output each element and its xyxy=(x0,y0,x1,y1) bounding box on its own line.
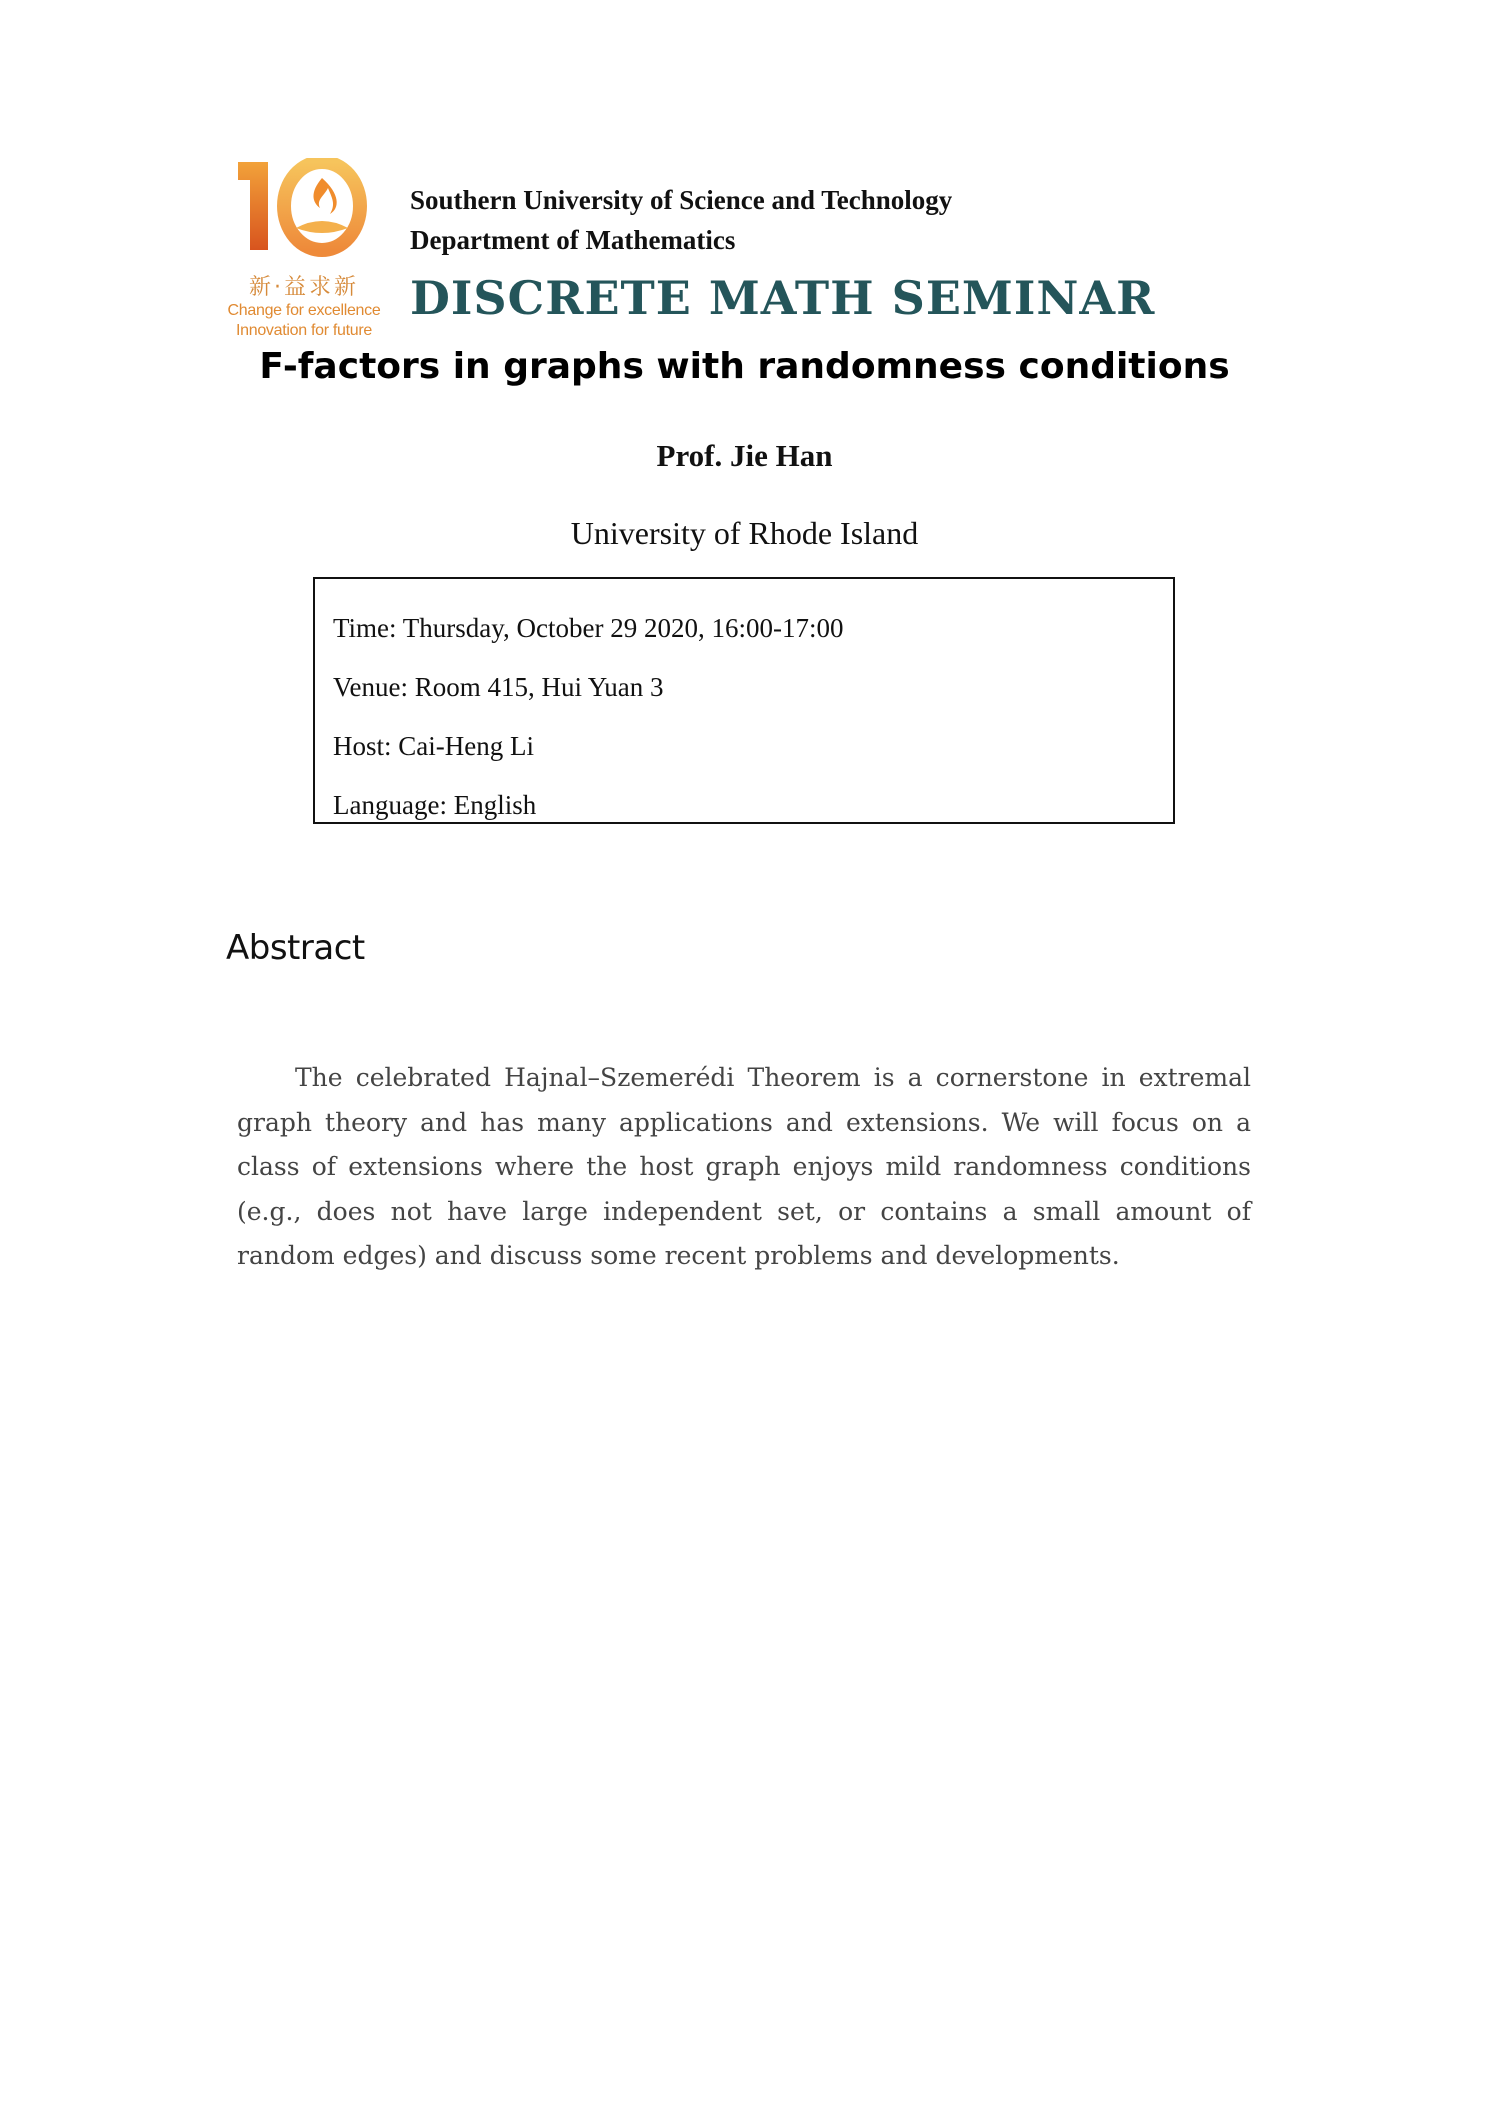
abstract-heading: Abstract xyxy=(226,928,365,968)
seminar-title: DISCRETE MATH SEMINAR xyxy=(410,271,1156,325)
ten-anniversary-emblem xyxy=(224,158,384,268)
numeral-zero-shape xyxy=(284,162,360,250)
logo-motto-chinese: 新·益求新 xyxy=(249,275,359,300)
event-details-box xyxy=(313,577,1175,824)
university-anniversary-logo xyxy=(224,158,384,348)
header-institution xyxy=(410,180,952,260)
abstract-text: The celebrated Hajnal–Szemerédi Theorem is a cornerstone in extremal graph theory and has many applications and extensions. We will focus on a class of extensions where the host graph enjoys mild randomness conditions (e.g., does not have large independent set, or contains a small amount of random edges) and discuss some recent problems and developments. xyxy=(237,1063,1251,1270)
event-venue: Venue: Room 415, Hui Yuan 3 xyxy=(333,672,664,702)
logo-motto-english-line1: Change for excellence xyxy=(227,302,381,319)
university-name: Southern University of Science and Technology xyxy=(410,185,953,215)
flame-icon xyxy=(314,178,337,214)
event-language: Language: English xyxy=(333,790,537,820)
talk-title: F-factors in graphs with randomness conditions xyxy=(259,346,1230,387)
logo-motto-english-line2: Innovation for future xyxy=(235,322,372,339)
sun-arc-icon xyxy=(296,221,348,233)
event-host: Host: Cai-Heng Li xyxy=(333,731,534,761)
event-time: Time: Thursday, October 29 2020, 16:00-17:00 xyxy=(333,613,844,643)
department-name: Department of Mathematics xyxy=(410,225,736,255)
speaker-name: Prof. Jie Han xyxy=(656,438,833,473)
speaker-affiliation: University of Rhode Island xyxy=(570,515,919,551)
numeral-one-shape xyxy=(238,162,268,250)
